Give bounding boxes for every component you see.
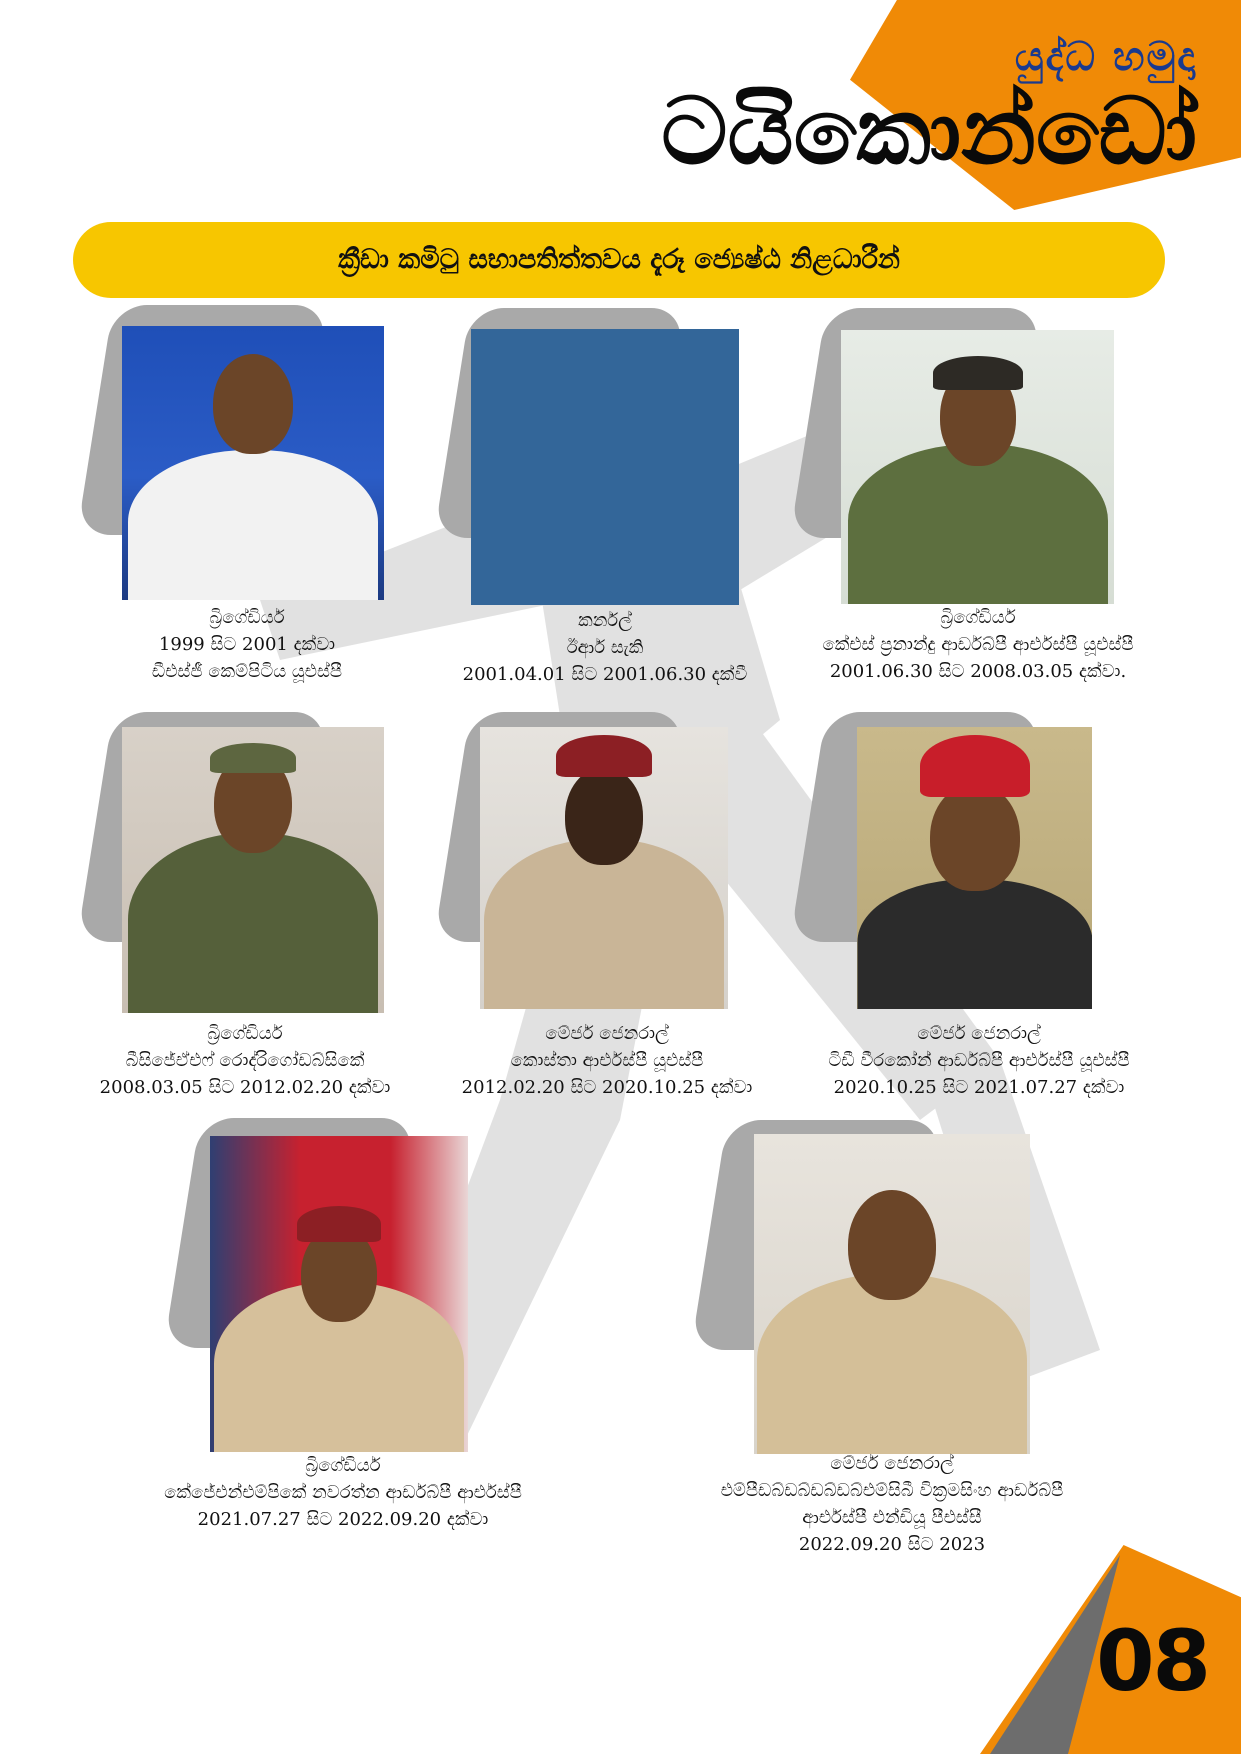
officer-line: බීසිජේඒඑෆ් රොද්රිගෝඩබ්සිකේ [125,1050,365,1071]
officer-rank: මේජර් ජෙනරාල් [545,1023,669,1044]
officer-line: කොස්තා ආර්එස්පී යූඑස්පී [510,1050,704,1071]
officer-line: 2008.03.05 සිට 2012.02.20 දක්වා [99,1077,391,1098]
officer-rank: කර්නල් [578,610,632,631]
officer-line: එම්පීඩබ්ඩබ්ඩබ්ඩබ්එම්සිබී වික්‍රමසිංහ ආර්ඩබ්පී [720,1480,1064,1501]
page-number: 08 [1096,1612,1209,1710]
officer-line: ආර්එස්පී එන්ඩියූ පීඑස්සී [802,1507,982,1528]
officer-rank: බ්‍රිගේඩියර් [940,607,1016,628]
officer-line: ඩීඑස්ජී කෙම්පිටිය යූඑස්පී [151,661,343,682]
officer-caption [787,1020,1171,1101]
officer-photo [210,1136,468,1452]
banner-text: ක්‍රීඩා කමිටු සභාපතිත්තවය දැරූ ජ්‍යෙෂ්ඨ නිළධාරීන් [338,244,900,275]
page-title: ටයිකොන්ඩෝ [661,78,1197,185]
officer-photo [841,330,1114,604]
officer-rank: බ්‍රිගේඩියර් [305,1455,381,1476]
officer-line: ඊආර් සැකි [566,637,644,658]
officer-photo [480,727,728,1009]
officer-line: 2020.10.25 සිට 2021.07.27 දක්වා [833,1077,1125,1098]
officer-line: 2001.04.01 සිට 2001.06.30 දක්වී [462,664,748,685]
officer-line: 1999 සිට 2001 දක්වා [158,634,336,655]
series-title: යුද්ධ හමුදා [1014,34,1197,80]
officer-photo-placeholder [471,329,739,605]
officer-line: කේඑස් ප්‍රනාන්දු ආර්ඩබ්පී ආර්එස්පී යූඑස්පී [822,634,1134,655]
officer-line: කේජේඑන්එම්පිකේ නවරත්න ආර්ඩබ්පී ආර්එස්පී [164,1482,522,1503]
officer-rank: බ්‍රිගේඩියර් [209,607,285,628]
officer-line: 2012.02.20 සිට 2020.10.25 දක්වා [461,1077,753,1098]
officer-photo [754,1134,1030,1454]
officer-photo [122,727,384,1013]
officer-rank: මේජර් ජෙනරාල් [830,1453,954,1474]
officer-photo [857,727,1092,1009]
officer-photo [122,326,384,600]
officer-line: ටිඩී වීරකෝන් ආර්ඩබ්පී ආර්එස්පී යූඑස්පී [828,1050,1130,1071]
officer-caption [797,604,1159,685]
officer-line: 2021.07.27 සිට 2022.09.20 දක්වා [197,1509,489,1530]
officer-rank: මේජර් ජෙනරාල් [917,1023,1041,1044]
officer-rank: බ්‍රිගේඩියර් [207,1023,283,1044]
officer-caption [692,1450,1092,1558]
officer-line: 2022.09.20 සිට 2023 [798,1534,986,1555]
officer-caption [133,1452,553,1533]
section-banner [73,222,1165,298]
officer-caption [440,607,770,688]
officer-caption [447,1020,767,1101]
officer-caption [97,604,397,685]
officer-caption [80,1020,410,1101]
officer-line: 2001.06.30 සිට 2008.03.05 දක්වා. [829,661,1127,682]
